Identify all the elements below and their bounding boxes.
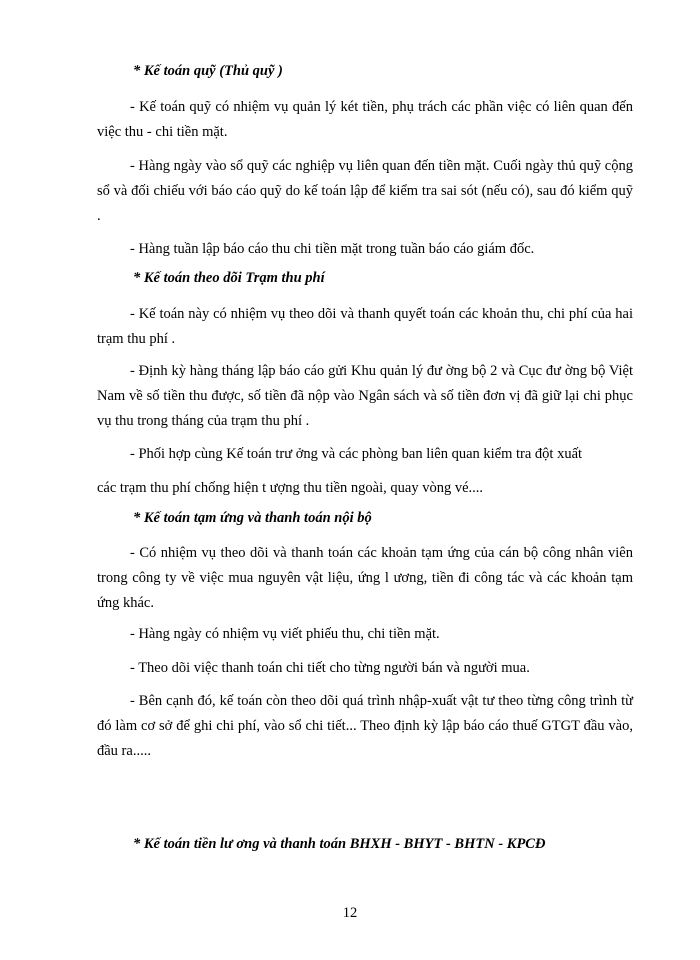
- paragraph: [97, 541, 633, 616]
- paragraph-text: - Theo dõi việc thanh toán chi tiết cho từng người bán và người mua.: [130, 660, 530, 676]
- section-heading-toll-station-accounting: * Kế toán theo dõi Trạm thu phí: [133, 270, 325, 286]
- paragraph: [97, 302, 633, 352]
- paragraph: [97, 154, 633, 229]
- page-number: 12: [342, 905, 358, 921]
- paragraph-text: - Phối hợp cùng Kế toán trư ởng và các phòng ban liên quan kiểm tra đột xuất: [130, 446, 583, 462]
- paragraph-text: các trạm thu phí chống hiện t ượng thu tiền ngoài, quay vòng vé....: [97, 480, 483, 496]
- paragraph-text: - Có nhiệm vụ theo dõi và thanh toán các khoản tạm ứng của cán bộ công nhân viên trong công ty về việc mua nguyên vật liệu, ứng l ương, tiền đi công tác và các khoản tạm ứng khác.: [97, 545, 633, 611]
- section-heading-salary-insurance-accounting: * Kế toán tiền lư ơng và thanh toán BHXH - BHYT - BHTN - KPCĐ: [133, 836, 546, 852]
- paragraph-text: - Bên cạnh đó, kế toán còn theo dõi quá trình nhập-xuất vật tư theo từng công trình từ đó làm cơ sở để ghi chi phí, vào sổ chi tiết... Theo định kỳ lập báo cáo thuế GTGT đầu vào, đầu ra.....: [97, 693, 633, 759]
- paragraph-text: - Kế toán quỹ có nhiệm vụ quản lý két tiền, phụ trách các phần việc có liên quan đến việc thu - chi tiền mặt.: [97, 99, 633, 140]
- paragraph-text: - Kế toán này có nhiệm vụ theo dõi và thanh quyết toán các khoản thu, chi phí của hai trạm thu phí .: [97, 306, 633, 347]
- paragraph: [97, 95, 633, 145]
- section-heading-cash-accounting: * Kế toán quỹ (Thủ quỹ ): [133, 63, 283, 79]
- paragraph: [97, 476, 633, 501]
- paragraph: [97, 237, 633, 262]
- paragraph: [97, 442, 633, 467]
- paragraph: [97, 359, 633, 434]
- paragraph-text: - Định kỳ hàng tháng lập báo cáo gửi Khu quản lý đư ờng bộ 2 và Cục đư ờng bộ Việt Nam về số tiền thu được, số tiền đã nộp vào Ngân sách và số tiền đơn vị đã giữ lại chi phục vụ thu trong tháng của trạm thu phí .: [97, 363, 633, 429]
- paragraph: [97, 689, 633, 764]
- paragraph-text: - Hàng ngày vào sổ quỹ các nghiệp vụ liên quan đến tiền mặt. Cuối ngày thủ quỹ cộng sổ và đối chiếu với báo cáo quỹ do kế toán lập để kiểm tra sai sót (nếu có), sau đó kiểm quỹ .: [97, 158, 633, 224]
- paragraph: [97, 656, 633, 681]
- section-heading-advance-payment-accounting: * Kế toán tạm ứng và thanh toán nội bộ: [133, 510, 372, 526]
- paragraph-text: - Hàng ngày có nhiệm vụ viết phiếu thu, chi tiền mặt.: [130, 626, 440, 642]
- paragraph: [97, 622, 633, 647]
- paragraph-text: - Hàng tuần lập báo cáo thu chi tiền mặt trong tuần báo cáo giám đốc.: [130, 241, 535, 257]
